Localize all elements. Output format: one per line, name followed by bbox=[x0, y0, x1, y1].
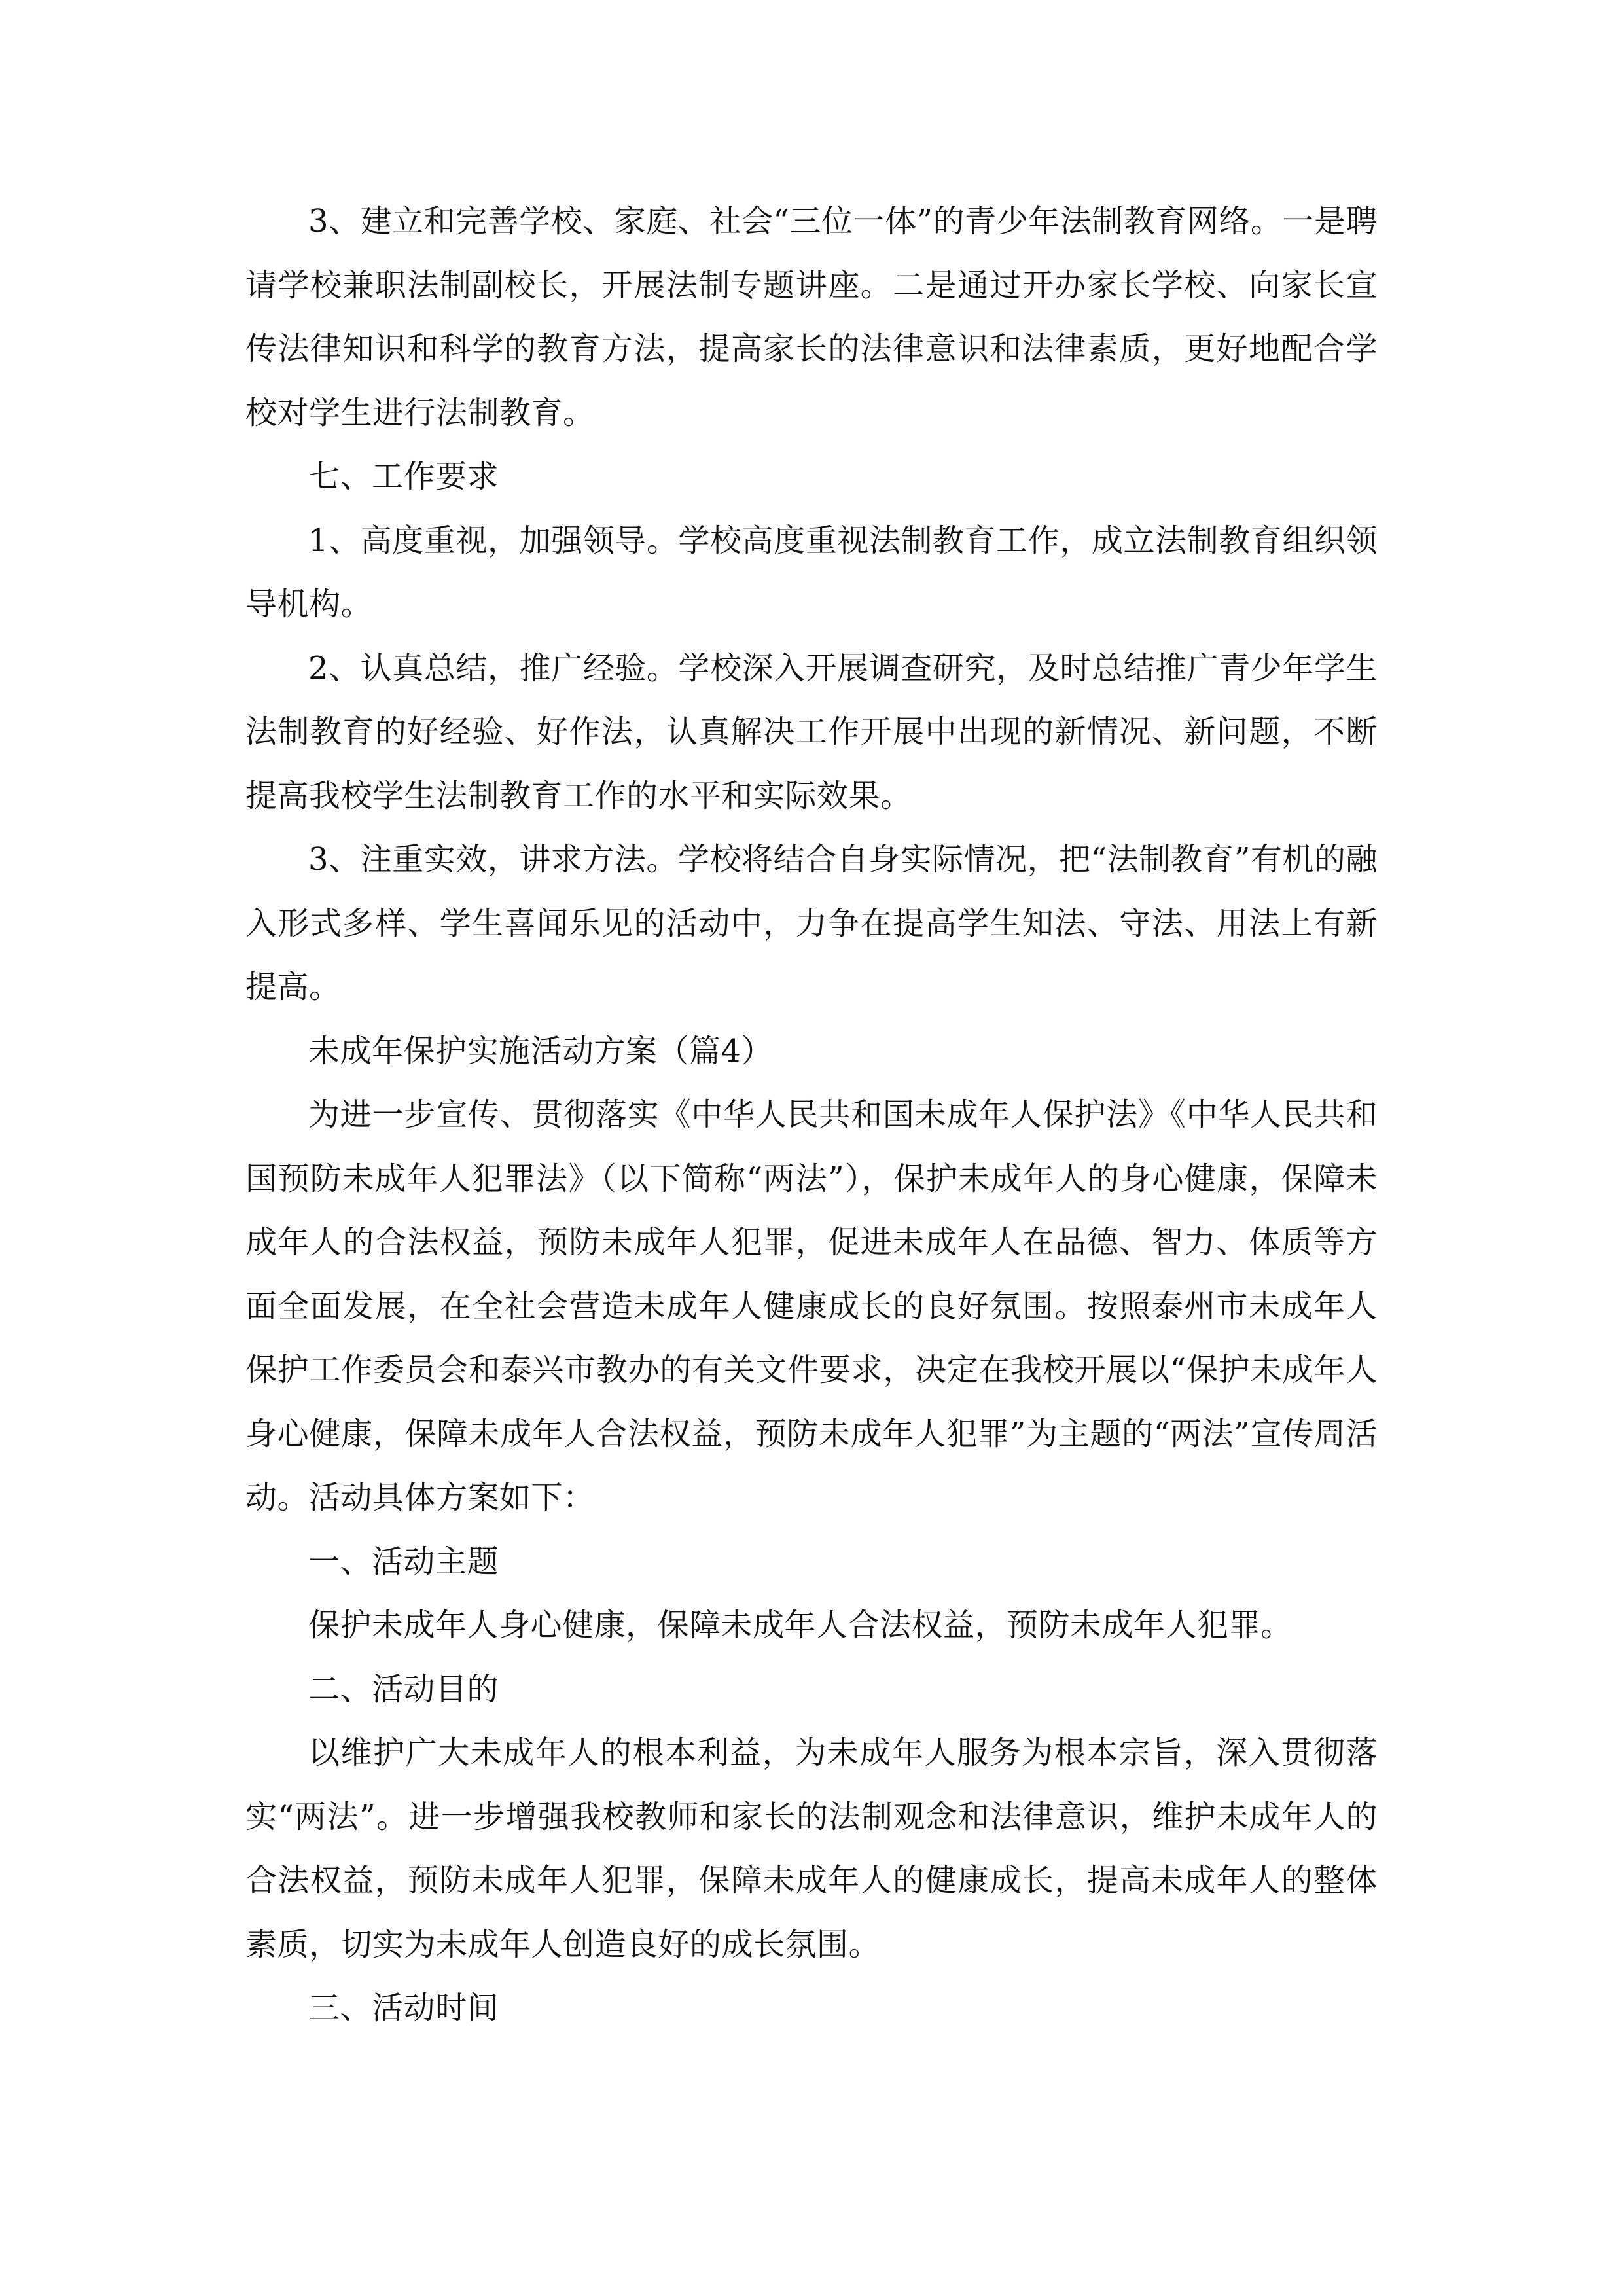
section-heading-work-requirements: 七、工作要求 bbox=[308, 458, 499, 495]
paragraph-requirement-1: 1、高度重视，加强领导。学校高度重视法制教育工作，成立法制教育组织领导机构。 bbox=[245, 522, 1378, 622]
article-title-part-4: 未成年保护实施活动方案（篇4） bbox=[308, 1032, 774, 1069]
paragraph-activity-theme: 保护未成年人身心健康，保障未成年人合法权益，预防未成年人犯罪。 bbox=[308, 1607, 1293, 1643]
section-heading-activity-theme: 一、活动主题 bbox=[308, 1543, 499, 1580]
paragraph-network: 3、建立和完善学校、家庭、社会“三位一体”的青少年法制教育网络。一是聘请学校兼职法制副校长，开展法制专题讲座。二是通过开办家长学校、向家长宣传法律知识和科学的教育方法，提高家长的法律意识和法律素质，更好地配合学校对学生进行法制教育。 bbox=[245, 203, 1378, 431]
document-body bbox=[245, 190, 1378, 2041]
section-heading-activity-time: 三、活动时间 bbox=[308, 1990, 499, 2026]
paragraph-requirement-3: 3、注重实效，讲求方法。学校将结合自身实际情况，把“法制教育”有机的融入形式多样、学生喜闻乐见的活动中，力争在提高学生知法、守法、用法上有新提高。 bbox=[245, 841, 1378, 1005]
paragraph-introduction: 为进一步宣传、贯彻落实《中华人民共和国未成年人保护法》《中华人民共和国预防未成年人犯罪法》（以下简称“两法”），保护未成年人的身心健康，保障未成年人的合法权益，预防未成年人犯罪，促进未成年人在品德、智力、体质等方面全面发展，在全社会营造未成年人健康成长的良好氛围。按照泰州市未成年人保护工作委员会和泰兴市教办的有关文件要求，决定在我校开展以“保护未成年人身心健康，保障未成年人合法权益，预防未成年人犯罪”为主题的“两法”宣传周活动。活动具体方案如下： bbox=[245, 1096, 1378, 1516]
paragraph-requirement-2: 2、认真总结，推广经验。学校深入开展调查研究，及时总结推广青少年学生法制教育的好经验、好作法，认真解决工作开展中出现的新情况、新问题，不断提高我校学生法制教育工作的水平和实际效果。 bbox=[245, 649, 1378, 814]
paragraph-activity-purpose: 以维护广大未成年人的根本利益，为未成年人服务为根本宗旨，深入贯彻落实“两法”。进一步增强我校教师和家长的法制观念和法律意识，维护未成年人的合法权益，预防未成年人犯罪，保障未成年人的健康成长，提高未成年人的整体素质，切实为未成年人创造良好的成长氛围。 bbox=[245, 1734, 1378, 1963]
section-heading-activity-purpose: 二、活动目的 bbox=[308, 1670, 499, 1708]
